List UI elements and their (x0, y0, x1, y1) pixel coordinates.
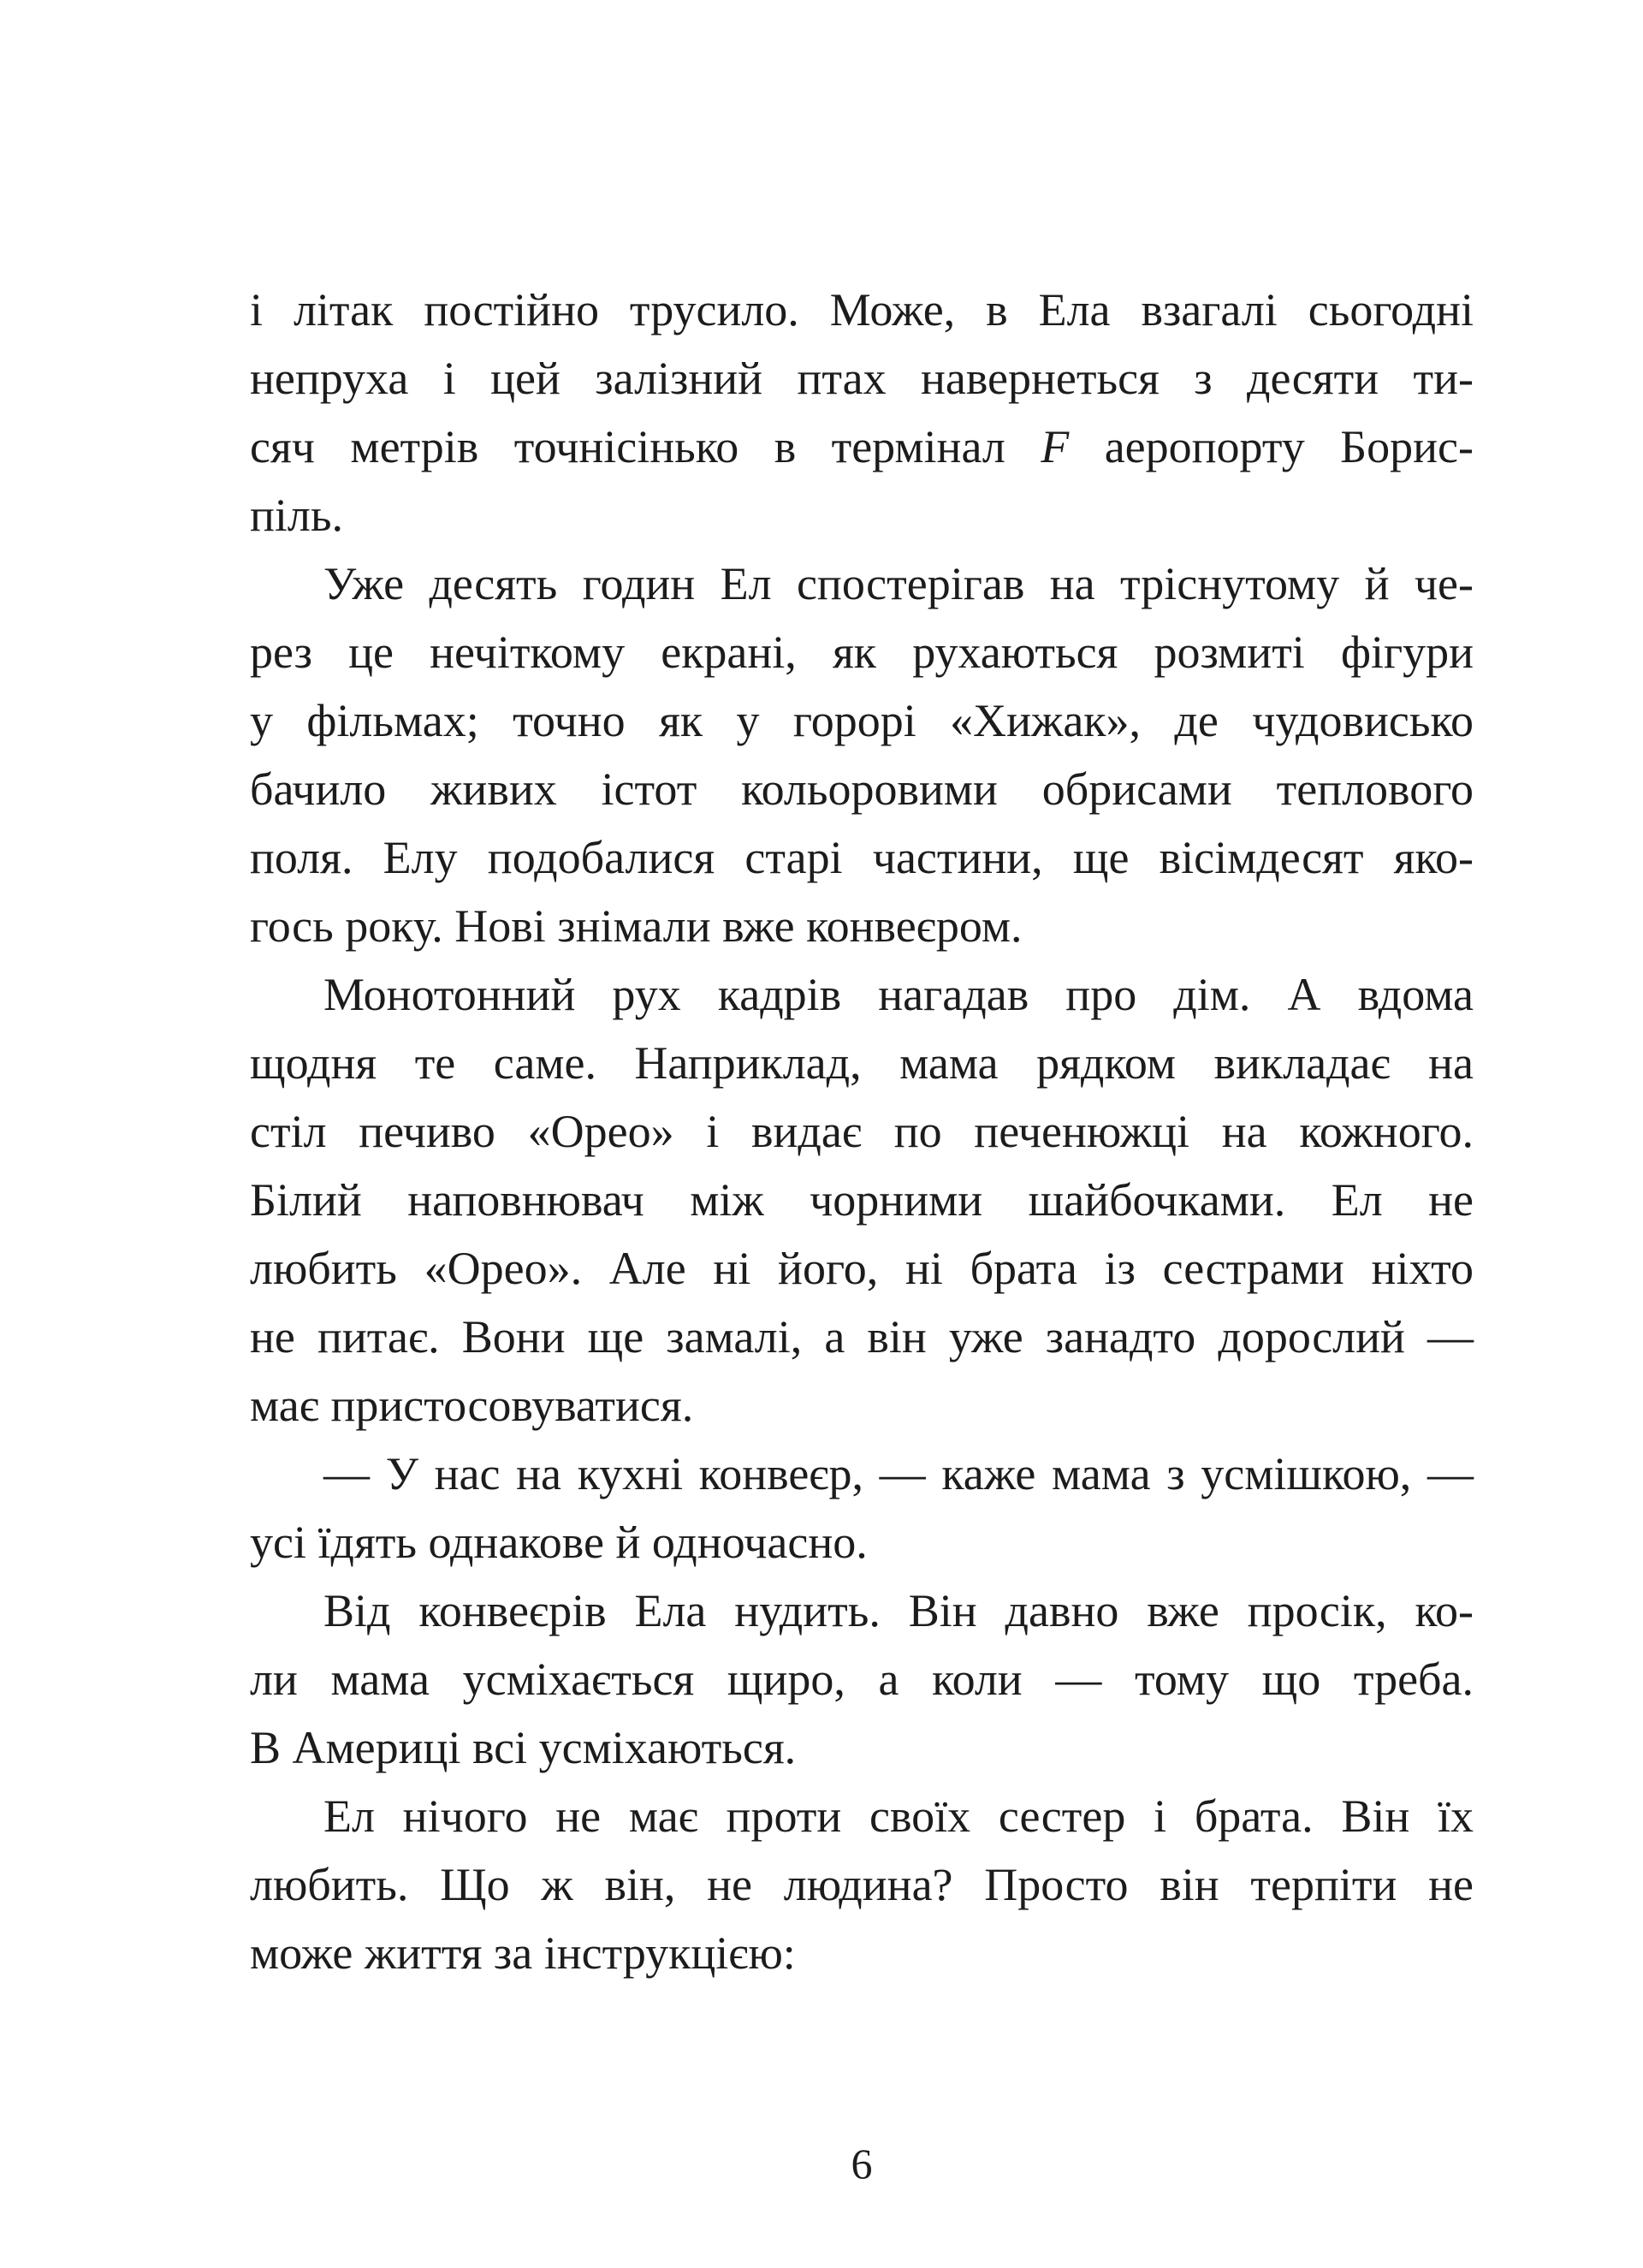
text-segment: Білий наповнювач між чорними шайбочками. Ел не (250, 1174, 1474, 1226)
text-line (250, 1782, 1474, 1850)
text-line (250, 481, 1474, 549)
italic-text: F (1041, 421, 1070, 472)
text-line (250, 1919, 1474, 1987)
text-segment: любить. Що ж він, не людина? Просто він терпіти не (250, 1859, 1474, 1910)
text-segment: не питає. Вони ще замалі, а він уже занадто дорослий — (250, 1311, 1474, 1363)
text-segment: піль. (250, 490, 343, 541)
text-line (250, 618, 1474, 686)
text-segment: аеропорту Борис- (1069, 421, 1474, 472)
text-segment: любить «Орео». Але ні його, ні брата із сестрами ніхто (250, 1243, 1474, 1294)
text-line (250, 1303, 1474, 1371)
text-segment: щодня те саме. Наприклад, мама рядком викладає на (250, 1037, 1474, 1089)
paragraph (250, 1576, 1474, 1782)
text-segment: Уже десять годин Ел спостерігав на тріснутому й че- (323, 558, 1474, 609)
text-segment: Від конвеєрів Ела нудить. Він давно вже просік, ко- (323, 1585, 1474, 1636)
text-segment: може життя за інструкцією: (250, 1927, 796, 1979)
paragraph (250, 1782, 1474, 1987)
text-segment: поля. Елу подобалися старі частини, ще вісімдесят яко- (250, 832, 1474, 883)
text-line (250, 1029, 1474, 1097)
text-segment: непруха і цей залізний птах навернеться з десяти ти- (250, 353, 1474, 404)
text-segment: — У нас на кухні конвеєр, — каже мама з усмішкою, — (323, 1448, 1474, 1499)
page-number: 6 (851, 2140, 873, 2188)
text-line (250, 1097, 1474, 1166)
text-line (250, 823, 1474, 892)
text-segment: ли мама усміхається щиро, а коли — тому що треба. (250, 1654, 1474, 1705)
paragraph (250, 1440, 1474, 1576)
text-line (250, 1850, 1474, 1919)
text-line (250, 413, 1474, 481)
text-segment: має пристосовуватися. (250, 1380, 694, 1431)
text-segment: рез це нечіткому екрані, як рухаються розмиті фігури (250, 626, 1474, 678)
text-segment: гось року. Нові знімали вже конвеєром. (250, 900, 1023, 952)
text-segment: стіл печиво «Орео» і видає по печенюжці на кожного. (250, 1106, 1474, 1157)
text-segment: і літак постійно трусило. Може, в Ела взагалі сьогодні (250, 284, 1474, 335)
text-line (250, 755, 1474, 823)
text-segment: усі їдять однакове й одночасно. (250, 1517, 868, 1568)
text-line (250, 1234, 1474, 1303)
text-line (250, 276, 1474, 344)
text-line (250, 1508, 1474, 1576)
text-line (250, 344, 1474, 413)
paragraph (250, 549, 1474, 960)
text-line (250, 1576, 1474, 1645)
text-line (250, 892, 1474, 960)
text-line (250, 1166, 1474, 1234)
page-text (250, 276, 1474, 1987)
text-line (250, 1645, 1474, 1713)
text-line (250, 1713, 1474, 1782)
text-segment: В Америці всі усміхаються. (250, 1722, 797, 1773)
text-line (250, 549, 1474, 618)
text-line (250, 1371, 1474, 1440)
paragraph (250, 276, 1474, 549)
text-segment: сяч метрів точнісінько в термінал (250, 421, 1041, 472)
text-line (250, 686, 1474, 755)
text-segment: Монотонний рух кадрів нагадав про дім. А вдома (323, 969, 1474, 1020)
text-line (250, 1440, 1474, 1508)
text-segment: бачило живих істот кольоровими обрисами теплового (250, 763, 1474, 815)
paragraph (250, 960, 1474, 1440)
text-segment: Ел нічого не має проти своїх сестер і брата. Він їх (323, 1790, 1474, 1842)
text-segment: у фільмах; точно як у горорі «Хижак», де чудовисько (250, 695, 1474, 746)
text-line (250, 960, 1474, 1029)
